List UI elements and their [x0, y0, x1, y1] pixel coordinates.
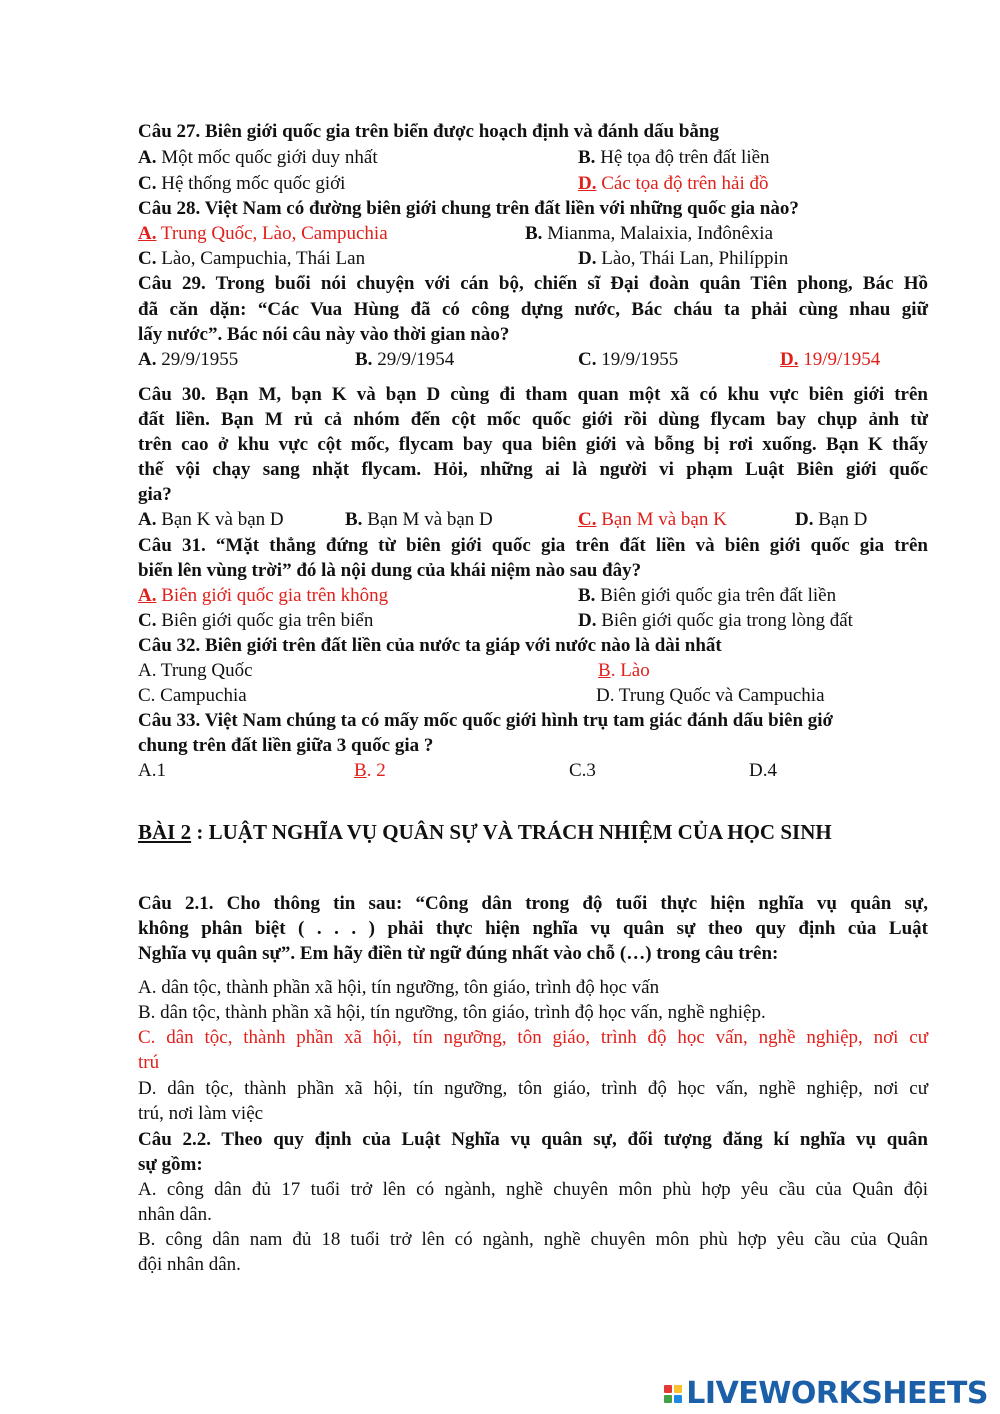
q31-option-c[interactable]: C. Biên giới quốc gia trên biển — [138, 610, 374, 631]
q29-question-line1: Câu 29. Trong buổi nói chuyện với cán bộ, chiến sĩ Đại đoàn quân Tiên phong, Bác Hồ — [138, 273, 928, 294]
q27-option-a[interactable]: A. Một mốc quốc giới duy nhất — [138, 147, 378, 168]
q29-option-d-correct[interactable]: D. 19/9/1954 — [780, 349, 881, 370]
q31-option-b[interactable]: B. Biên giới quốc gia trên đất liền — [578, 585, 837, 606]
q33-option-d[interactable]: D.4 — [749, 760, 777, 781]
q31-option-a-correct[interactable]: A. Biên giới quốc gia trên không — [138, 585, 389, 606]
q29-option-a[interactable]: A. 29/9/1955 — [138, 349, 239, 370]
q22-option-b-line2[interactable]: đội nhân dân. — [138, 1254, 241, 1275]
q30-option-b[interactable]: B. Bạn M và bạn D — [345, 509, 493, 530]
q29-question-line3: lấy nước”. Bác nói câu này vào thời gian nào? — [138, 324, 510, 345]
q29-question-line2: đã căn dặn: “Các Vua Hùng đã có công dựng nước, Bác cháu ta phải cùng nhau giữ — [138, 299, 928, 320]
q33-option-a[interactable]: A.1 — [138, 760, 166, 781]
q21-question-line2: không phân biệt ( . . . ) phải thực hiện nghĩa vụ quân sự theo quy định của Luật — [138, 918, 928, 939]
q21-option-a[interactable]: A. dân tộc, thành phần xã hội, tín ngưỡng, tôn giáo, trình độ học vấn — [138, 977, 660, 998]
q30-option-d[interactable]: D. Bạn D — [795, 509, 868, 530]
q29-option-c[interactable]: C. 19/9/1955 — [578, 349, 679, 370]
q33-option-b-correct[interactable]: B. 2 — [354, 760, 386, 781]
q22-question-line1: Câu 2.2. Theo quy định của Luật Nghĩa vụ quân sự, đối tượng đăng kí nghĩa vụ quân — [138, 1129, 928, 1150]
q30-option-a[interactable]: A. Bạn K và bạn D — [138, 509, 284, 530]
q31-question-line2: biển lên vùng trời” đó là nội dung của khái niệm nào sau đây? — [138, 560, 642, 581]
q21-option-b[interactable]: B. dân tộc, thành phần xã hội, tín ngưỡng, tôn giáo, trình độ học vấn, nghề nghiệp. — [138, 1002, 766, 1023]
section-title: : LUẬT NGHĨA VỤ QUÂN SỰ VÀ TRÁCH NHIỆM CỦA HỌC SINH — [191, 820, 832, 844]
q21-question-line1: Câu 2.1. Cho thông tin sau: “Công dân trong độ tuổi thực hiện nghĩa vụ quân sự, — [138, 893, 928, 914]
liveworksheets-blocks-icon — [664, 1385, 682, 1403]
logo-text: LIVEWORKSHEETS — [686, 1376, 988, 1411]
q22-question-line2: sự gồm: — [138, 1154, 203, 1175]
q30-question-line3: trên cao ở khu vực cột mốc, flycam bay qua biên giới và bỗng bị rơi xuống. Bạn K thấy — [138, 434, 928, 455]
q27-option-d-correct[interactable]: D. Các tọa độ trên hải đồ — [578, 173, 769, 194]
q27-question: Câu 27. Biên giới quốc gia trên biển được hoạch định và đánh dấu bằng — [138, 121, 719, 142]
q27-option-b[interactable]: B. Hệ tọa độ trên đất liền — [578, 147, 770, 168]
section-heading — [138, 820, 832, 845]
q22-option-b-line1[interactable]: B. công dân nam đủ 18 tuổi trở lên có ngành, nghề chuyên môn phù hợp yêu cầu của Quân — [138, 1229, 928, 1250]
q32-option-a[interactable]: A. Trung Quốc — [138, 660, 253, 681]
q32-question: Câu 32. Biên giới trên đất liền của nước ta giáp với nước nào là dài nhất — [138, 635, 722, 656]
q33-option-c[interactable]: C.3 — [569, 760, 596, 781]
q30-question-line2: đất liền. Bạn M rủ cả nhóm đến cột mốc quốc giới rồi dùng flycam bay chụp ảnh từ — [138, 409, 928, 430]
q32-option-b-correct[interactable]: B. Lào — [598, 660, 650, 681]
q30-option-c-correct[interactable]: C. Bạn M và bạn K — [578, 509, 727, 530]
q31-option-d[interactable]: D. Biên giới quốc gia trong lòng đất — [578, 610, 853, 631]
q28-option-b[interactable]: B. Mianma, Malaixia, Inđônêxia — [525, 223, 774, 244]
q32-option-d[interactable]: D. Trung Quốc và Campuchia — [596, 685, 825, 706]
q21-option-c-correct-line1[interactable]: C. dân tộc, thành phần xã hội, tín ngưỡng, tôn giáo, trình độ học vấn, nghề nghiệp, nơi cư — [138, 1027, 928, 1048]
q28-option-c[interactable]: C. Lào, Campuchia, Thái Lan — [138, 248, 366, 269]
q21-question-line3: Nghĩa vụ quân sự”. Em hãy điền từ ngữ đúng nhất vào chỗ (…) trong câu trên: — [138, 943, 779, 964]
q29-option-b[interactable]: B. 29/9/1954 — [355, 349, 455, 370]
q30-question-line4: thế vội chạy sang nhặt flycam. Hỏi, những ai là người vi phạm Luật Biên giới quốc — [138, 459, 928, 480]
q27-option-c[interactable]: C. Hệ thống mốc quốc giới — [138, 173, 346, 194]
q28-option-d[interactable]: D. Lào, Thái Lan, Philíppin — [578, 248, 789, 269]
q30-question-line5: gia? — [138, 484, 172, 505]
q33-question-line2: chung trên đất liền giữa 3 quốc gia ? — [138, 735, 434, 756]
q22-option-a-line1[interactable]: A. công dân đủ 17 tuổi trở lên có ngành, nghề chuyên môn phù hợp yêu cầu của Quân đội — [138, 1179, 928, 1200]
q31-question-line1: Câu 31. “Mặt thẳng đứng từ biên giới quốc gia trên đất liền và biên giới quốc gia trên — [138, 535, 928, 556]
q28-question: Câu 28. Việt Nam có đường biên giới chung trên đất liền với những quốc gia nào? — [138, 198, 799, 219]
q30-question-line1: Câu 30. Bạn M, bạn K và bạn D cùng đi tham quan một xã có khu vực biên giới trên — [138, 384, 928, 405]
liveworksheets-logo[interactable] — [664, 1376, 988, 1411]
q21-option-d-line1[interactable]: D. dân tộc, thành phần xã hội, tín ngưỡng, tôn giáo, trình độ học vấn, nghề nghiệp, nơi cư — [138, 1078, 928, 1099]
section-label: BÀI 2 — [138, 820, 192, 844]
q32-option-c[interactable]: C. Campuchia — [138, 685, 247, 706]
q21-option-c-correct-line2[interactable]: trú — [138, 1052, 160, 1073]
q33-question-line1: Câu 33. Việt Nam chúng ta có mấy mốc quốc giới hình trụ tam giác đánh dấu biên giớ — [138, 710, 834, 731]
q21-option-d-line2[interactable]: trú, nơi làm việc — [138, 1103, 264, 1124]
q22-option-a-line2[interactable]: nhân dân. — [138, 1204, 212, 1225]
q28-option-a-correct[interactable]: A. Trung Quốc, Lào, Campuchia — [138, 223, 388, 244]
